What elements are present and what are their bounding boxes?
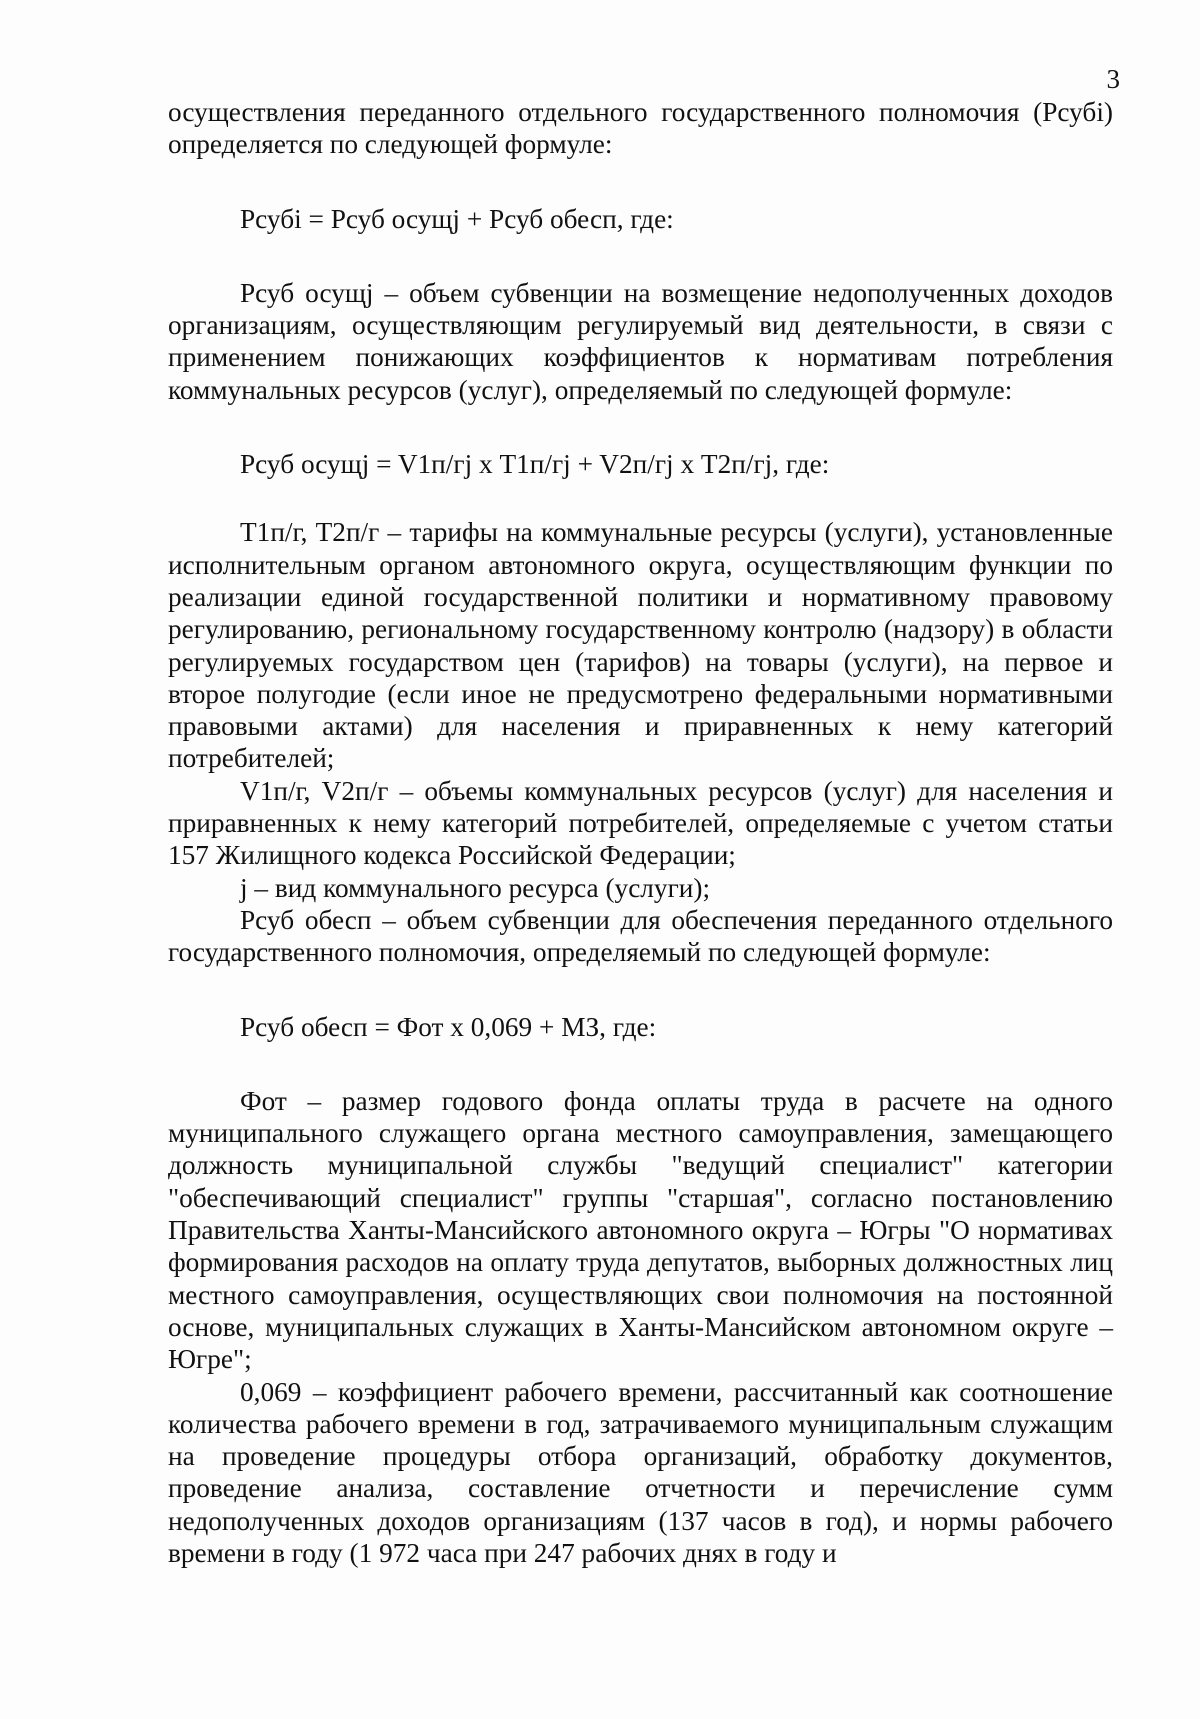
definition-payroll-fund: Фот – размер годового фонда оплаты труда в расчете на одного муниципального служащего органа местного самоуправления, замещающего должность муниципальной службы "ведущий специалист" категории "обеспечивающий специалист" группы "старшая", согласно постановлению Правительства Ханты-Мансийского автономного округа – Югры "О нормативах формирования расходов на оплату труда депутатов, выборных должностных лиц местного самоуправления, осуществляющих свои полномочия на постоянной основе, муниципальных служащих в Ханты-Мансийском автономном округе – Югре"; (168, 1085, 1113, 1375)
definition-work-time-coefficient: 0,069 – коэффициент рабочего времени, рассчитанный как соотношение количества рабочего времени в год, затрачиваемого муниципальным служащим на проведение процедуры отбора организаций, обработку документов, проведение анализа, составление отчетности и перечисление сумм недополученных доходов организациям (137 часов в год), и нормы рабочего времени в году (1 972 часа при 247 рабочих днях в году и (168, 1376, 1113, 1568)
definition-volumes: V1п/г, V2п/г – объемы коммунальных ресурсов (услуг) для населения и приравненных к нему категорий потребителей, определяемые с учетом статьи 157 Жилищного кодекса Российской Федерации; (168, 775, 1113, 871)
page-number: 3 (1106, 64, 1120, 94)
definition-resource-type: j – вид коммунального ресурса (услуги); (240, 872, 711, 903)
spacer (168, 161, 1113, 203)
definition-subvention-support: Рсуб обесп – объем субвенции для обеспечения переданного отдельного государственного полномочия, определяемый по следующей формуле: (168, 904, 1113, 968)
definition-tariffs: Т1п/г, Т2п/г – тарифы на коммунальные ресурсы (услуги), установленные исполнительным органом автономного округа, осуществляющим функции по реализации единой государственной политики и нормативному правовому регулированию, региональному государственному контролю (надзору) в области регулируемых государством цен (тарифов) на товары (услуги), на первое и второе полугодие (если иное не предусмотрено федеральными нормативными правовыми актами) для населения и приравненных к нему категорий потребителей; (168, 517, 1113, 774)
intro-paragraph: осуществления переданного отдельного государственного полномочия (Рсубi) определяется по следующей формуле: (168, 97, 1113, 160)
document-body (168, 96, 1113, 1569)
formula-subvention-support: Рсуб обесп = Фот х 0,069 + МЗ, где: (240, 1011, 657, 1042)
formula-total-subvention: Рсубi = Рсуб осущj + Рсуб обесп, где: (240, 203, 674, 234)
definition-subvention-compensation: Рсуб осущj – объем субвенции на возмещение недополученных доходов организациям, осуществляющим регулируемый вид деятельности, в связи с применением понижающих коэффициентов к нормативам потребления коммунальных ресурсов (услуг), определяемый по следующей формуле: (168, 277, 1113, 405)
formula-subvention-compensation: Рсуб осущj = V1п/гj х Т1п/гj + V2п/гj х Т2п/гj, где: (240, 449, 830, 480)
spacer (168, 1043, 1113, 1085)
spacer (168, 969, 1113, 1011)
spacer (168, 235, 1113, 277)
spacer (168, 406, 1113, 448)
spacer (168, 480, 1113, 516)
